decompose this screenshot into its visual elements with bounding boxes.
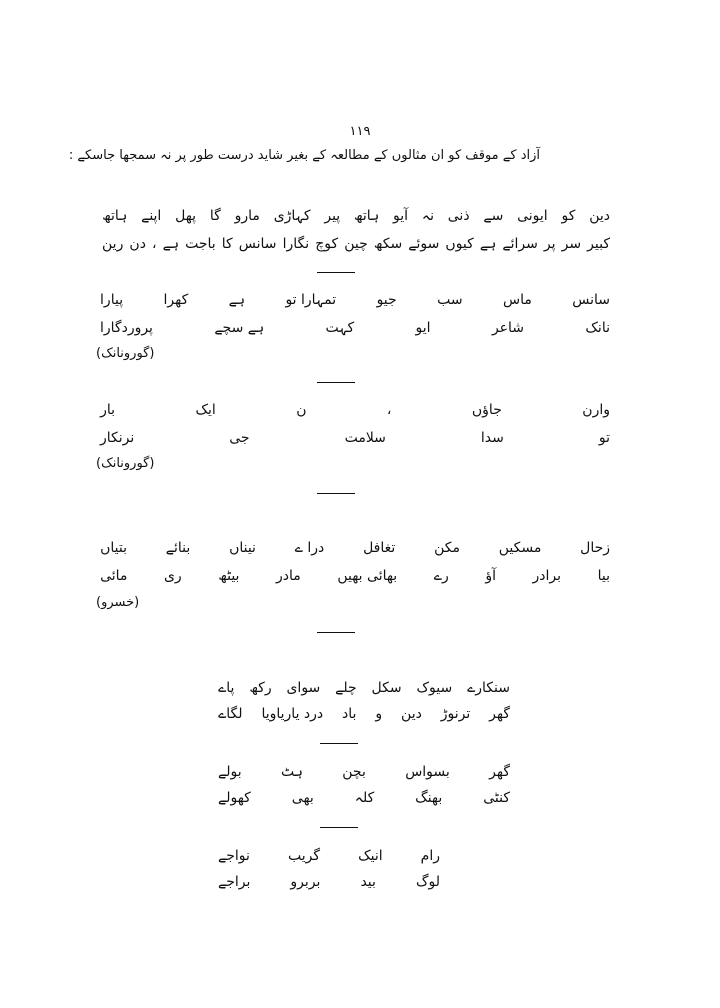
word: برادر bbox=[532, 568, 562, 584]
word: مکن bbox=[434, 540, 460, 556]
word: کا bbox=[221, 236, 233, 252]
poem6-line1 bbox=[218, 764, 510, 780]
word: مادر bbox=[276, 568, 301, 584]
word: رین bbox=[102, 236, 124, 252]
word: ہاتھ bbox=[102, 208, 128, 224]
word: درا ے bbox=[294, 540, 325, 556]
word: کہت bbox=[325, 320, 355, 336]
word: جی bbox=[229, 430, 250, 446]
poem2-line1 bbox=[100, 292, 610, 308]
word: پھل bbox=[175, 208, 197, 224]
word: نرنکار bbox=[100, 430, 135, 446]
word: تو bbox=[598, 430, 610, 446]
word: سرائے bbox=[502, 236, 538, 252]
word: سے bbox=[483, 208, 504, 224]
word: بھی bbox=[291, 790, 314, 806]
word: کنٹی bbox=[483, 790, 510, 806]
word: کھرا bbox=[163, 292, 189, 308]
word: رے bbox=[433, 568, 449, 584]
word: بھنگ bbox=[415, 790, 443, 806]
intro-text: آزاد کے موقف کو ان مثالوں کے مطالعہ کے بغیر شاید درست طور پر نہ سمجھا جاسکے : bbox=[68, 148, 540, 163]
word: سکل bbox=[371, 680, 402, 696]
word: سلامت bbox=[344, 430, 386, 446]
word: نگارا bbox=[282, 236, 310, 252]
word: سوای bbox=[286, 680, 321, 696]
word: تمہارا تو bbox=[285, 292, 337, 308]
word: ری bbox=[163, 568, 182, 584]
word: لوگ bbox=[415, 874, 440, 890]
word: ، bbox=[152, 236, 157, 252]
word: پاے bbox=[218, 680, 235, 696]
word: سنکارے bbox=[467, 680, 510, 696]
word: مسکیں bbox=[498, 540, 542, 556]
poem2-line2 bbox=[100, 320, 610, 336]
word: کیوں bbox=[445, 236, 474, 252]
word: پیر bbox=[324, 208, 341, 224]
word: پر bbox=[543, 236, 556, 252]
word: سانس bbox=[238, 236, 277, 252]
poem1-line2 bbox=[102, 236, 610, 252]
word: گریب bbox=[287, 848, 320, 864]
word: رام bbox=[420, 848, 440, 864]
word: جاؤں bbox=[471, 402, 502, 418]
poem4-line1 bbox=[100, 540, 610, 556]
word: بیٹھ bbox=[218, 568, 240, 584]
word: نہ bbox=[421, 208, 434, 224]
word: وارن bbox=[582, 402, 610, 418]
word: نواجے bbox=[218, 848, 250, 864]
word: بربرو bbox=[290, 874, 321, 890]
word: ماس bbox=[502, 292, 532, 308]
word: ، bbox=[386, 402, 392, 418]
word: ہٹ bbox=[280, 764, 303, 780]
word: جیو bbox=[376, 292, 397, 308]
poem3-line2 bbox=[100, 430, 610, 446]
section-divider bbox=[317, 382, 355, 383]
poem4-attribution: (خسرو) bbox=[96, 595, 140, 610]
word: رکھ bbox=[249, 680, 272, 696]
word: گا bbox=[209, 208, 221, 224]
word: پیارا bbox=[100, 292, 124, 308]
word: زحال bbox=[580, 540, 610, 556]
poem3-attribution: (گورونانک) bbox=[96, 456, 155, 471]
word: بید bbox=[360, 874, 376, 890]
word: سکھ bbox=[373, 236, 403, 252]
word: ایو bbox=[415, 320, 431, 336]
word: بولے bbox=[218, 764, 242, 780]
word: گھر bbox=[489, 706, 510, 722]
word: کوچ bbox=[315, 236, 339, 252]
word: درد یاریاویا bbox=[261, 706, 324, 722]
word: کو bbox=[561, 208, 576, 224]
word: بسواس bbox=[405, 764, 450, 780]
poem4-line2 bbox=[100, 568, 610, 584]
word: پروردگارا bbox=[100, 320, 153, 336]
word: سدا bbox=[480, 430, 504, 446]
word: مائی bbox=[100, 568, 128, 584]
word: ہے bbox=[228, 292, 246, 308]
poem5-line1 bbox=[218, 680, 510, 696]
word: کلہ bbox=[354, 790, 375, 806]
word: ن bbox=[296, 402, 307, 418]
word: چین bbox=[344, 236, 368, 252]
word: دین bbox=[401, 706, 422, 722]
word: چلے bbox=[335, 680, 357, 696]
word: ترنوڑ bbox=[440, 706, 471, 722]
word: بار bbox=[100, 402, 115, 418]
word: کھولے bbox=[218, 790, 251, 806]
word: براجے bbox=[218, 874, 251, 890]
word: بیا bbox=[597, 568, 610, 584]
word: ہاتھ bbox=[354, 208, 380, 224]
word: ہے bbox=[162, 236, 180, 252]
word: آیو bbox=[393, 208, 409, 224]
word: کبیر bbox=[587, 236, 610, 252]
word: باجت bbox=[185, 236, 216, 252]
word: ذنی bbox=[447, 208, 470, 224]
poem7-line2 bbox=[218, 874, 440, 890]
section-divider bbox=[320, 827, 358, 828]
poem3-line1 bbox=[100, 402, 610, 418]
section-divider bbox=[320, 743, 358, 744]
word: بتیاں bbox=[100, 540, 127, 556]
section-divider bbox=[317, 272, 355, 273]
word: لگاے bbox=[218, 706, 243, 722]
word: کہاڑی bbox=[273, 208, 311, 224]
poem2-attribution: (گورونانک) bbox=[96, 346, 155, 361]
word: سوئے bbox=[408, 236, 440, 252]
word: ہے bbox=[479, 236, 497, 252]
word: آؤ bbox=[485, 568, 496, 584]
word: دین bbox=[589, 208, 610, 224]
word: سر bbox=[561, 236, 582, 252]
word: دن bbox=[129, 236, 146, 252]
word: گھر bbox=[489, 764, 510, 780]
word: سب bbox=[437, 292, 463, 308]
word: ایک bbox=[195, 402, 216, 418]
word: شاعر bbox=[491, 320, 525, 336]
word: باد bbox=[342, 706, 357, 722]
word: تغافل bbox=[363, 540, 396, 556]
word: سانس bbox=[572, 292, 610, 308]
word: مارو bbox=[234, 208, 260, 224]
word: بنائے bbox=[165, 540, 191, 556]
poem6-line2 bbox=[218, 790, 510, 806]
poem7-line1 bbox=[218, 848, 440, 864]
word: نیناں bbox=[229, 540, 256, 556]
section-divider bbox=[317, 632, 355, 633]
page-number: ١١٩ bbox=[349, 124, 371, 139]
word: انیک bbox=[358, 848, 383, 864]
word: و bbox=[375, 706, 383, 722]
word: اپنے bbox=[141, 208, 162, 224]
word: سیوک bbox=[416, 680, 453, 696]
poem1-line1 bbox=[102, 208, 610, 224]
section-divider bbox=[317, 493, 355, 494]
word: بھائی بھیں bbox=[337, 568, 398, 584]
word: بچن bbox=[342, 764, 366, 780]
word: ہے سچے bbox=[214, 320, 265, 336]
word: ایونی bbox=[517, 208, 548, 224]
poem5-line2 bbox=[218, 706, 510, 722]
word: نانک bbox=[585, 320, 610, 336]
